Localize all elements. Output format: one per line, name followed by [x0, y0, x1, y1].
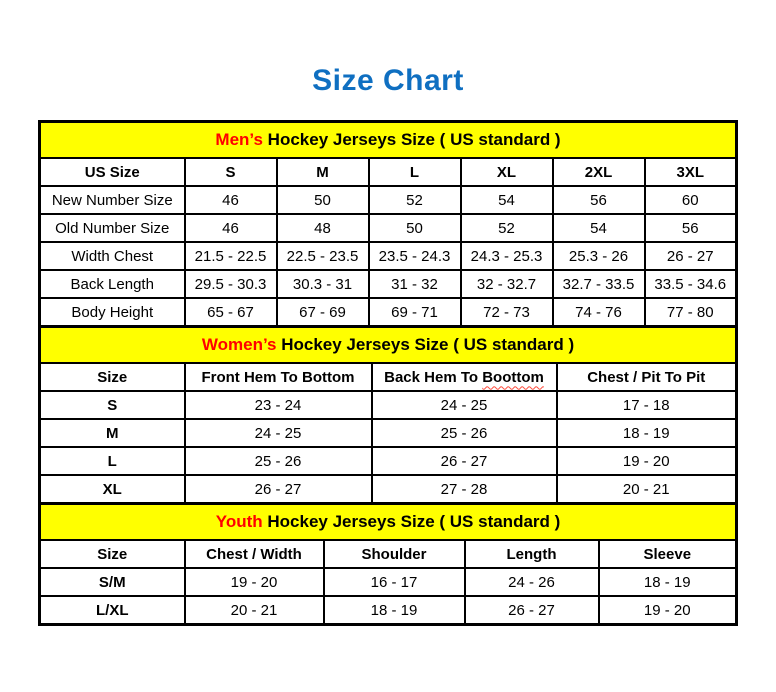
row-label: Old Number Size — [40, 214, 185, 242]
size-row — [40, 270, 737, 298]
section-title-mens — [40, 122, 737, 159]
row-label: S — [40, 391, 185, 419]
size-cell: 50 — [277, 186, 369, 214]
row-label: Back Length — [40, 270, 185, 298]
size-row — [40, 391, 737, 419]
size-cell: 32 - 32.7 — [461, 270, 553, 298]
row-label: Body Height — [40, 298, 185, 327]
size-cell: 18 - 19 — [557, 419, 737, 447]
size-cell: 67 - 69 — [277, 298, 369, 327]
size-cell: 26 - 27 — [185, 475, 372, 504]
column-header: Shoulder — [324, 540, 465, 568]
misspelled-word: Boottom — [482, 368, 544, 386]
size-cell: 17 - 18 — [557, 391, 737, 419]
section-row-mens — [40, 122, 737, 159]
section-title-rest: Hockey Jerseys Size ( US standard ) — [262, 512, 561, 531]
section-title-accent: Youth — [215, 512, 263, 531]
size-cell: 60 — [645, 186, 737, 214]
section-title-womens — [40, 327, 737, 364]
size-cell: 26 - 27 — [372, 447, 557, 475]
size-row — [40, 214, 737, 242]
size-row — [40, 298, 737, 327]
row-label: Width Chest — [40, 242, 185, 270]
column-header: 2XL — [553, 158, 645, 186]
size-cell: 52 — [461, 214, 553, 242]
column-header: 3XL — [645, 158, 737, 186]
size-cell: 48 — [277, 214, 369, 242]
mens-size-table — [38, 120, 738, 328]
size-cell: 54 — [461, 186, 553, 214]
column-header: Sleeve — [599, 540, 737, 568]
size-cell: 74 - 76 — [553, 298, 645, 327]
column-header: Chest / Pit To Pit — [557, 363, 737, 391]
size-tables-container — [38, 120, 738, 626]
size-cell: 33.5 - 34.6 — [645, 270, 737, 298]
section-row-youth — [40, 504, 737, 541]
size-cell: 24 - 25 — [185, 419, 372, 447]
size-cell: 46 — [185, 214, 277, 242]
section-title-accent: Women’s — [201, 335, 277, 354]
size-cell: 32.7 - 33.5 — [553, 270, 645, 298]
size-cell: 26 - 27 — [645, 242, 737, 270]
size-cell: 69 - 71 — [369, 298, 461, 327]
size-cell: 24.3 - 25.3 — [461, 242, 553, 270]
column-header: Front Hem To Bottom — [185, 363, 372, 391]
row-label: L/XL — [40, 596, 185, 625]
section-title-youth — [40, 504, 737, 541]
size-cell: 65 - 67 — [185, 298, 277, 327]
size-cell: 18 - 19 — [324, 596, 465, 625]
column-header: Length — [465, 540, 599, 568]
size-row — [40, 447, 737, 475]
size-cell: 50 — [369, 214, 461, 242]
size-cell: 19 - 20 — [599, 596, 737, 625]
youth-size-table — [38, 502, 738, 626]
section-title-accent: Men’s — [215, 130, 263, 149]
size-cell: 52 — [369, 186, 461, 214]
column-header: L — [369, 158, 461, 186]
size-cell: 31 - 32 — [369, 270, 461, 298]
size-cell: 29.5 - 30.3 — [185, 270, 277, 298]
section-row-womens — [40, 327, 737, 364]
column-header: Size — [40, 540, 185, 568]
column-header: Back Hem To Boottom — [372, 363, 557, 391]
size-cell: 24 - 26 — [465, 568, 599, 596]
size-cell: 22.5 - 23.5 — [277, 242, 369, 270]
page-title: Size Chart — [312, 64, 464, 97]
row-label: XL — [40, 475, 185, 504]
size-row — [40, 596, 737, 625]
column-header-row-mens — [40, 158, 737, 186]
column-header-row-youth — [40, 540, 737, 568]
size-cell: 20 - 21 — [557, 475, 737, 504]
size-cell: 19 - 20 — [185, 568, 324, 596]
size-cell: 56 — [645, 214, 737, 242]
size-cell: 25 - 26 — [372, 419, 557, 447]
size-row — [40, 419, 737, 447]
section-title-rest: Hockey Jerseys Size ( US standard ) — [262, 130, 561, 149]
size-cell: 77 - 80 — [645, 298, 737, 327]
column-header: Size — [40, 363, 185, 391]
column-header-row-womens — [40, 363, 737, 391]
size-cell: 25.3 - 26 — [553, 242, 645, 270]
size-cell: 20 - 21 — [185, 596, 324, 625]
size-cell: 18 - 19 — [599, 568, 737, 596]
size-cell: 24 - 25 — [372, 391, 557, 419]
size-cell: 16 - 17 — [324, 568, 465, 596]
column-header: XL — [461, 158, 553, 186]
section-title-rest: Hockey Jerseys Size ( US standard ) — [276, 335, 575, 354]
size-cell: 25 - 26 — [185, 447, 372, 475]
size-cell: 56 — [553, 186, 645, 214]
row-label: S/M — [40, 568, 185, 596]
row-label: New Number Size — [40, 186, 185, 214]
size-cell: 27 - 28 — [372, 475, 557, 504]
column-header: Chest / Width — [185, 540, 324, 568]
row-label: L — [40, 447, 185, 475]
row-label: M — [40, 419, 185, 447]
size-cell: 72 - 73 — [461, 298, 553, 327]
size-cell: 26 - 27 — [465, 596, 599, 625]
size-cell: 19 - 20 — [557, 447, 737, 475]
womens-size-table — [38, 325, 738, 505]
size-cell: 23.5 - 24.3 — [369, 242, 461, 270]
size-row — [40, 475, 737, 504]
size-cell: 30.3 - 31 — [277, 270, 369, 298]
size-cell: 23 - 24 — [185, 391, 372, 419]
column-header: M — [277, 158, 369, 186]
size-cell: 21.5 - 22.5 — [185, 242, 277, 270]
size-row — [40, 568, 737, 596]
size-row — [40, 242, 737, 270]
column-header: US Size — [40, 158, 185, 186]
size-row — [40, 186, 737, 214]
size-cell: 46 — [185, 186, 277, 214]
size-cell: 54 — [553, 214, 645, 242]
column-header: S — [185, 158, 277, 186]
